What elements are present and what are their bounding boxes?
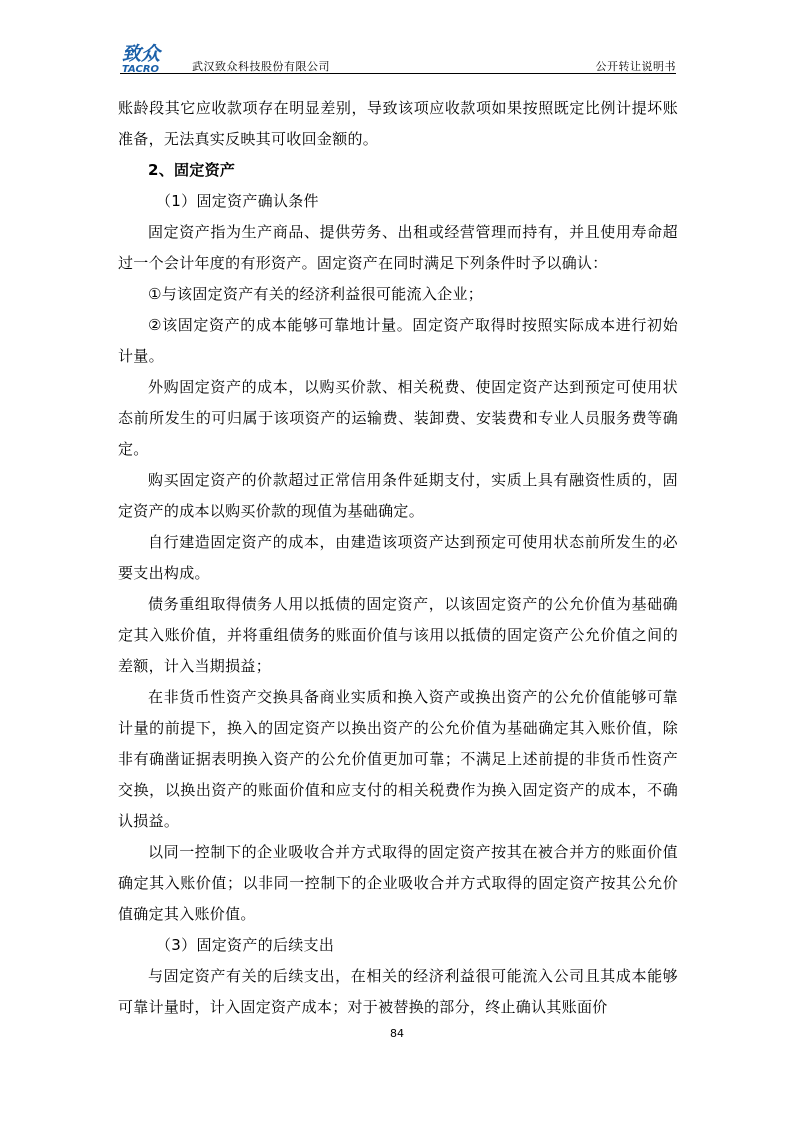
list-item: ①与该固定资产有关的经济利益很可能流入企业； xyxy=(148,285,484,303)
company-name: 武汉致众科技股份有限公司 xyxy=(192,60,330,73)
list-item: ②该固定资产的成本能够可靠地计量。固定资产取得时按照实际成本进行初始计量。 xyxy=(118,316,678,365)
paragraph: 在非货币性资产交换具备商业实质和换入资产或换出资产的公允价值能够可靠计量的前提下，换入的固定资产以换出资产的公允价值为基础确定其入账价值，除非有确凿证据表明换入资产的公允价值更加可靠；不满足上述前提的非货币性资产交换，以换出资产的账面价值和应支付的相关税费作为换入固定资产的成本，不确认损益。 xyxy=(118,688,678,830)
paragraph: 固定资产指为生产商品、提供劳务、出租或经营管理而持有，并且使用寿命超过一个会计年度的有形资产。固定资产在同时满足下列条件时予以确认： xyxy=(118,223,678,272)
header-rule xyxy=(120,73,676,74)
paragraph: 外购固定资产的成本，以购买价款、相关税费、使固定资产达到预定可使用状态前所发生的可归属于该项资产的运输费、装卸费、安装费和专业人员服务费等确定。 xyxy=(118,378,678,458)
subsection-heading: （3）固定资产的后续支出 xyxy=(156,936,335,954)
page-number: 84 xyxy=(390,1027,404,1040)
paragraph: 自行建造固定资产的成本，由建造该项资产达到预定可使用状态前所发生的必要支出构成。 xyxy=(118,533,678,582)
paragraph: 与固定资产有关的后续支出，在相关的经济利益很可能流入公司且其成本能够可靠计量时，计入固定资产成本；对于被替换的部分，终止确认其账面价 xyxy=(118,967,678,1016)
paragraph: 以同一控制下的企业吸收合并方式取得的固定资产按其在被合并方的账面价值确定其入账价值；以非同一控制下的企业吸收合并方式取得的固定资产按其公允价值确定其入账价值。 xyxy=(118,843,678,923)
page-body xyxy=(118,93,678,1023)
subsection-heading: （1）固定资产确认条件 xyxy=(156,192,319,210)
svg-text:致众: 致众 xyxy=(122,43,161,65)
document-type: 公开转让说明书 xyxy=(595,60,676,73)
company-logo xyxy=(120,42,190,72)
paragraph: 债务重组取得债务人用以抵债的固定资产，以该固定资产的公允价值为基础确定其入账价值，并将重组债务的账面价值与该用以抵债的固定资产公允价值之间的差额，计入当期损益； xyxy=(118,595,678,675)
paragraph: 账龄段其它应收款项存在明显差别，导致该项应收款项如果按照既定比例计提坏账准备，无法真实反映其可收回金额的。 xyxy=(118,99,678,148)
section-heading: 2、固定资产 xyxy=(148,161,236,179)
page-header xyxy=(120,42,676,76)
paragraph: 购买固定资产的价款超过正常信用条件延期支付，实质上具有融资性质的，固定资产的成本以购买价款的现值为基础确定。 xyxy=(118,471,678,520)
svg-text:TACRO: TACRO xyxy=(122,64,160,74)
